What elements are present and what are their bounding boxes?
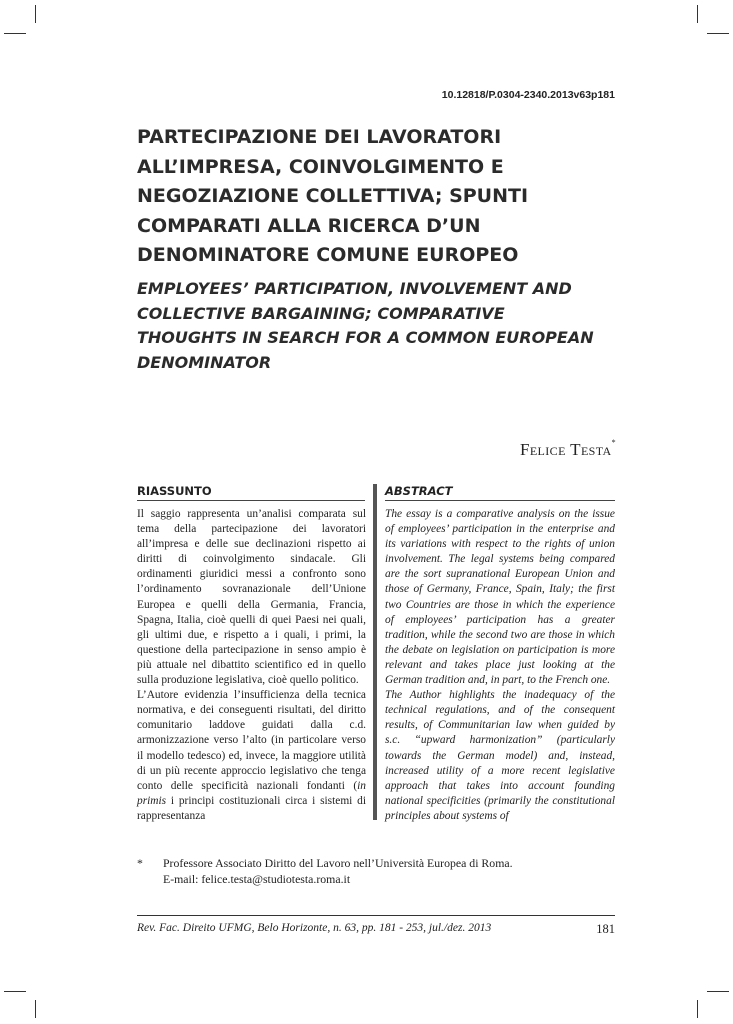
crop-mark-top-right	[697, 5, 698, 23]
riassunto-heading: RIASSUNTO	[137, 484, 212, 498]
column-divider	[373, 484, 377, 820]
emphasis: in primis	[137, 779, 366, 807]
crop-mark-bottom-left	[4, 991, 26, 992]
author	[520, 440, 616, 460]
abstract-paragraph: The essay is a comparative analysis on the issue of employees’ participation in the enterprise and its variations with respect to the rights of union involvement. The legal systems being compared are the sort supranational European Union and those of Germany, France, Spain, Italy; the first two Countries are those in which the experience of employees’ participation has a greater tradition, while the second two are those in which the debate on legislation on participation is more relevant and takes place just looking at the German tradition and, in part, to the French one.	[385, 508, 615, 687]
crop-mark-bottom-right	[697, 1000, 698, 1018]
footer-rule	[137, 915, 615, 916]
crop-mark-top-left	[4, 33, 26, 34]
crop-mark-bottom-left	[35, 1000, 36, 1018]
author-footnote-mark: *	[611, 438, 616, 447]
author-name: Felice Testa	[519, 440, 612, 459]
abstract-rule	[385, 500, 615, 501]
abstract-heading: ABSTRACT	[385, 484, 453, 498]
doi: 10.12818/P.0304-2340.2013v63p181	[441, 89, 615, 101]
crop-mark-bottom-right	[707, 991, 729, 992]
footnote	[137, 855, 617, 887]
crop-mark-top-right	[707, 33, 729, 34]
footer-citation: Rev. Fac. Direito UFMG, Belo Horizonte, n. 63, pp. 181 - 253, jul./dez. 2013	[137, 922, 492, 934]
footnote-affiliation: Professore Associato Diritto del Lavoro nell’Università Europea di Roma.	[163, 856, 513, 870]
title-english: EMPLOYEES’ PARTICIPATION, INVOLVEMENT AND COLLECTIVE BARGAINING; COMPARATIVE THOUGHTS IN SEARCH FOR A COMMON EUROPEAN DENOMINATOR	[137, 279, 594, 372]
footnote-mark: *	[137, 856, 143, 870]
riassunto-text	[137, 507, 366, 824]
page-number: 181	[596, 922, 615, 936]
footnote-email: E-mail: felice.testa@studiotesta.roma.it	[163, 872, 351, 886]
abstract-text	[385, 507, 615, 824]
abstract-paragraph: The Author highlights the inadequacy of the technical regulations, and of the consequent results, of Communitarian law when guided by s.c. “upward harmonization” (particularly towards the German model) and, instead, increased utility of a more recent legislative approach that takes into account founding national specificities (primarily the constitutional principles about systems of	[385, 689, 615, 822]
title-italian: PARTECIPAZIONE DEI LAVORATORI ALL’IMPRESA, COINVOLGIMENTO E NEGOZIAZIONE COLLETTIVA; SPUNTI COMPARATI ALLA RICERCA D’UN DENOMINATORE COMUNE EUROPEO	[137, 126, 529, 266]
crop-mark-top-left	[35, 5, 36, 23]
riassunto-paragraph: L’Autore evidenzia l’insufficienza della tecnica normativa, e dei conseguenti risultati, del diritto comunitario laddove guidati dalla c.d. armonizzazione verso l’alto (in particolare verso il modello tedesco) ed, invece, la maggiore utilità di un più recente approccio legislativo che tenga conto delle specificità nazionali fondanti (in primis i principi costituzionali circa i sistemi di rappresentanza	[137, 689, 366, 822]
riassunto-rule	[137, 500, 365, 501]
riassunto-paragraph: Il saggio rappresenta un’analisi comparata sul tema della partecipazione dei lavoratori all’impresa e delle sue declinazioni rispetto ai diritti di coinvolgimento sindacale. Gli ordinamenti giuridici messi a confronto sono l’ordinamento sovranazionale dell’Unione Europea e quelli della Germania, Francia, Spagna, Italia, cioè quelli di quei Paesi nei quali, gli ultimi due, e rispetto a i quali, i primi, la questione della partecipazione in senso ampio è più attuale nel dibattito scientifico ed in quello sulla produzione legislativa, cioè quello politico.	[137, 508, 366, 687]
